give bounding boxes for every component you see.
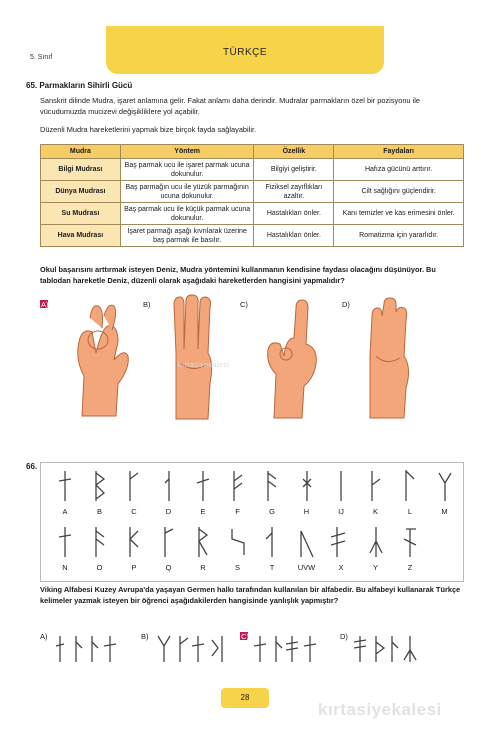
rune-letter-label: P [131, 563, 137, 572]
table-row [41, 225, 464, 247]
rune-letter-label: D [165, 507, 172, 516]
table-header-cell: Yöntem [120, 145, 254, 159]
question-65-title: 65. Parmakların Sihirli Gücü [26, 81, 133, 90]
question-65-paragraph-2: Düzenli Mudra hareketlerini yapmak bize birçok fayda sağlayabilir. [40, 125, 257, 134]
rune-glyph [260, 469, 284, 503]
rune-letter-label: Y [372, 563, 378, 572]
rune-row-bottom [41, 525, 465, 561]
rune-letter-label: O [96, 563, 103, 572]
rune-glyph [260, 525, 284, 559]
rune-glyph [122, 469, 146, 503]
rune-letter-label: H [303, 507, 310, 516]
table-cell-feature: Hastalıkları önler. [254, 225, 334, 247]
table-cell-method: Baş parmak ucu ile küçük parmak ucuna dokunulur. [120, 203, 254, 225]
table-cell-benefit: Cilt sağlığını güçlendirir. [334, 181, 464, 203]
rune-glyph [295, 469, 319, 503]
table-cell-mudra: Hava Mudrası [41, 225, 121, 247]
rune-glyph [88, 469, 112, 503]
rune-letter-label: G [269, 507, 275, 516]
rune-letter-label: B [96, 507, 102, 516]
rune-glyph [226, 525, 250, 559]
subject-title: TÜRKÇE [222, 47, 268, 58]
question-66-number: 66. [26, 462, 38, 471]
rune-letter-label: T [269, 563, 275, 572]
hand-gesture-d-image[interactable] [362, 296, 414, 420]
table-row [41, 203, 464, 225]
rune-glyph [398, 469, 422, 503]
rune-letter-label: R [200, 563, 206, 572]
rune-glyph [191, 469, 215, 503]
rune-letter-label: UVW [297, 563, 316, 572]
rune-word-option-a[interactable] [54, 634, 134, 664]
table-header-cell: Özellik [254, 145, 334, 159]
rune-glyph [398, 525, 422, 559]
table-row [41, 181, 464, 203]
table-cell-benefit: Hafıza gücünü arttırır. [334, 159, 464, 181]
option-b-label[interactable]: B) [143, 300, 151, 309]
page-number: 28 [221, 688, 269, 708]
viking-alphabet-box [40, 462, 464, 582]
rune-word-option-b[interactable] [156, 634, 236, 664]
rune-glyph [53, 469, 77, 503]
table-cell-benefit: Kanı temizler ve kas erimesini önler. [334, 203, 464, 225]
question-65-stem: Okul başarısını arttırmak isteyen Deniz, Mudra yöntemini kullanmanın kendisine faydası olacağını düşünüyor. Bu tablodan hareketle Deniz, düzenli olarak aşağıdaki hareketlerden hangisini yapmalıdır? [40, 265, 436, 285]
rune-letter-label: Q [165, 563, 172, 572]
rune-glyph [329, 525, 353, 559]
rune-glyph [295, 525, 319, 559]
brand-watermark: kırtasiyekalesi [318, 700, 442, 719]
rune-glyph [88, 525, 112, 559]
option-c-label[interactable]: C) [240, 300, 248, 309]
table-cell-method: Baş parmak ucu ile işaret parmak ucuna dokunulur. [120, 159, 254, 181]
table-cell-method: İşaret parmağı aşağı kıvrılarak üzerine baş parmak ile basılır. [120, 225, 254, 247]
hand-gesture-c-image[interactable] [260, 298, 322, 420]
hand-gesture-b-image[interactable] [170, 293, 216, 421]
rune-letter-label: L [407, 507, 413, 516]
rune-row-top [41, 469, 465, 505]
option-a-label[interactable]: A) [41, 300, 49, 309]
rune-glyph [122, 525, 146, 559]
option-c-label[interactable]: C) [241, 632, 249, 641]
rune-glyph [433, 469, 457, 503]
table-row [41, 159, 464, 181]
table-cell-mudra: Dünya Mudrası [41, 181, 121, 203]
rune-glyph [157, 525, 181, 559]
table-cell-mudra: Su Mudrası [41, 203, 121, 225]
table-header-cell: Faydaları [334, 145, 464, 159]
subject-banner [106, 26, 384, 74]
table-cell-feature: Fiziksel zayıflıkları azaltır. [254, 181, 334, 203]
rune-word-option-c[interactable] [254, 634, 334, 664]
option-d-label[interactable]: D) [340, 632, 348, 641]
rune-glyph [53, 525, 77, 559]
mudra-table [40, 144, 464, 247]
table-cell-feature: Bilgiyi geliştirir. [254, 159, 334, 181]
rune-letter-label: N [62, 563, 68, 572]
hand-gesture-a-image[interactable] [62, 298, 134, 418]
question-65-paragraph-1: Sanskrit dilinde Mudra, işaret anlamına gelir. Fakat anlamı daha derindir. Mudralar parmakların özel bir pozisyonu ile vücudumuzda mucizevi değişikliklere yol açabilir. [40, 96, 420, 116]
rune-glyph [157, 469, 181, 503]
rune-letter-label: Z [407, 563, 413, 572]
rune-glyph [226, 469, 250, 503]
rune-letter-label: A [62, 507, 68, 516]
table-header-cell: Mudra [41, 145, 121, 159]
rune-letter-label: F [235, 507, 240, 516]
table-cell-benefit: Romatizma için yararlıdır. [334, 225, 464, 247]
rune-glyph [364, 469, 388, 503]
rune-word-option-d[interactable] [354, 634, 434, 664]
rune-glyph [329, 469, 353, 503]
rune-glyph [191, 525, 215, 559]
rune-letter-label: C [131, 507, 137, 516]
grade-label: 5. Sınıf [30, 54, 53, 61]
watermark-text: kırtasiyekalesi [178, 362, 230, 369]
table-cell-feature: Hastalıkları önler. [254, 203, 334, 225]
rune-letter-label: E [200, 507, 206, 516]
question-66-stem: Viking Alfabesi Kuzey Avrupa'da yaşayan Germen halkı tarafından kullanılan bir alfabedir. Bu alfabeyi kullanarak Türkçe kelimeler yazmak isteyen bir öğrenci aşağıdakilerden hangisinde yanlışlık yapmıştır? [40, 585, 461, 605]
table-cell-mudra: Bilgi Mudrası [41, 159, 121, 181]
table-cell-method: Baş parmağın ucu ile yüzük parmağının ucuna dokunulur. [120, 181, 254, 203]
rune-letter-label: IJ [338, 507, 344, 516]
table-header-row [41, 145, 464, 159]
option-a-label[interactable]: A) [40, 632, 48, 641]
rune-letter-label: S [234, 563, 240, 572]
rune-glyph [364, 525, 388, 559]
option-d-label[interactable]: D) [342, 300, 350, 309]
rune-letter-label: K [372, 507, 378, 516]
rune-letter-label: X [338, 563, 344, 572]
option-b-label[interactable]: B) [141, 632, 149, 641]
rune-letter-label: M [441, 507, 448, 516]
